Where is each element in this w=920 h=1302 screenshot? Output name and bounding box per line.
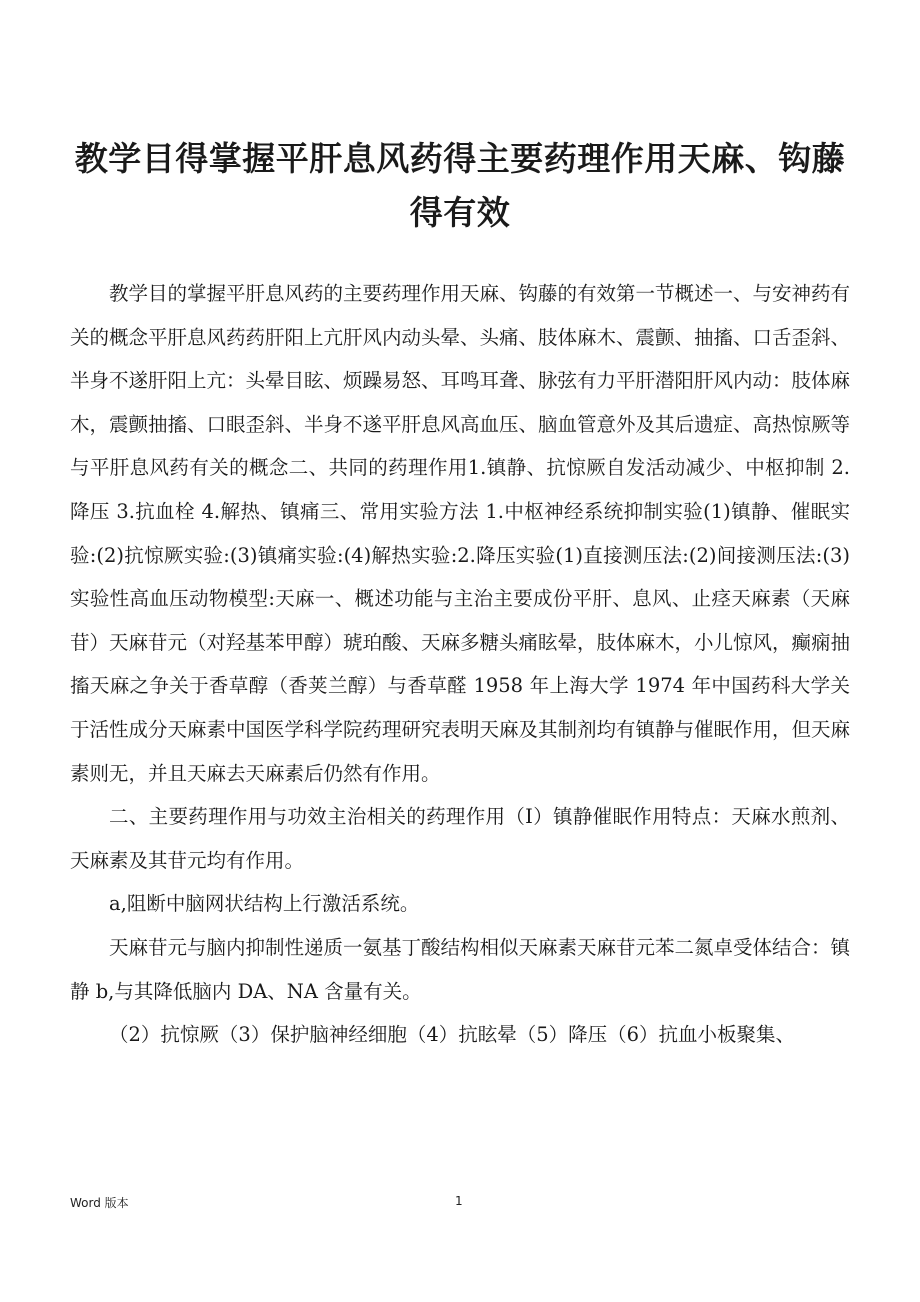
paragraph: （2）抗惊厥（3）保护脑神经细胞（4）抗眩晕（5）降压（6）抗血小板聚集、	[109, 1023, 796, 1047]
paragraph: a,阻断中脑网状结构上行激活系统。	[109, 892, 420, 916]
paragraph: 天麻苷元与脑内抑制性递质一氨基丁酸结构相似天麻素天麻苷元苯二氮卓受体结合：镇静 b,与其降低脑内 DA、NA 含量有关。	[70, 935, 851, 1003]
page-number: 1	[455, 1194, 463, 1208]
document-body	[70, 272, 850, 1057]
footer-label: Word 版本	[70, 1196, 129, 1210]
paragraph: 二、主要药理作用与功效主治相关的药理作用（I）镇静催眠作用特点：天麻水煎剂、天麻素及其苷元均有作用。	[70, 805, 850, 872]
paragraph: 教学目的掌握平肝息风药的主要药理作用天麻、钩藤的有效第一节概述一、与安神药有关的概念平肝息风药药肝阳上亢肝风内动头晕、头痛、肢体麻木、震颤、抽搐、口舌歪斜、半身不遂肝阳上亢：头晕目眩、烦躁易怒、耳鸣耳聋、脉弦有力平肝潜阳肝风内动：肢体麻木，震颤抽搐、口眼歪斜、半身不遂平肝息风高血压、脑血管意外及其后遗症、高热惊厥等与平肝息风药有关的概念二、共同的药理作用1.镇静、抗惊厥自发活动减少、中枢抑制 2.降压 3.抗血栓 4.解热、镇痛三、常用实验方法 1.中枢神经系统抑制实验(1)镇静、催眠实验:(2)抗惊厥实验:(3)镇痛实验:(4)解热实验:2.降压实验(1)直接测压法:(2)间接测压法:(3)实验性高血压动物模型:天麻一、概述功能与主治主要成份平肝、息风、止痉天麻素（天麻苷）天麻苷元（对羟基苯甲醇）琥珀酸、天麻多糖头痛眩晕，肢体麻木，小儿惊风，癫痫抽搐天麻之争关于香草醇（香荚兰醇）与香草醛 1958 年上海大学 1974 年中国药科大学关于活性成分天麻素中国医学科学院药理研究表明天麻及其制剂均有镇静与催眠作用，但天麻素则无，并且天麻去天麻素后仍然有作用。	[70, 282, 851, 785]
document-title: 教学目得掌握平肝息风药得主要药理作用天麻、钩藤得有效	[74, 139, 846, 232]
